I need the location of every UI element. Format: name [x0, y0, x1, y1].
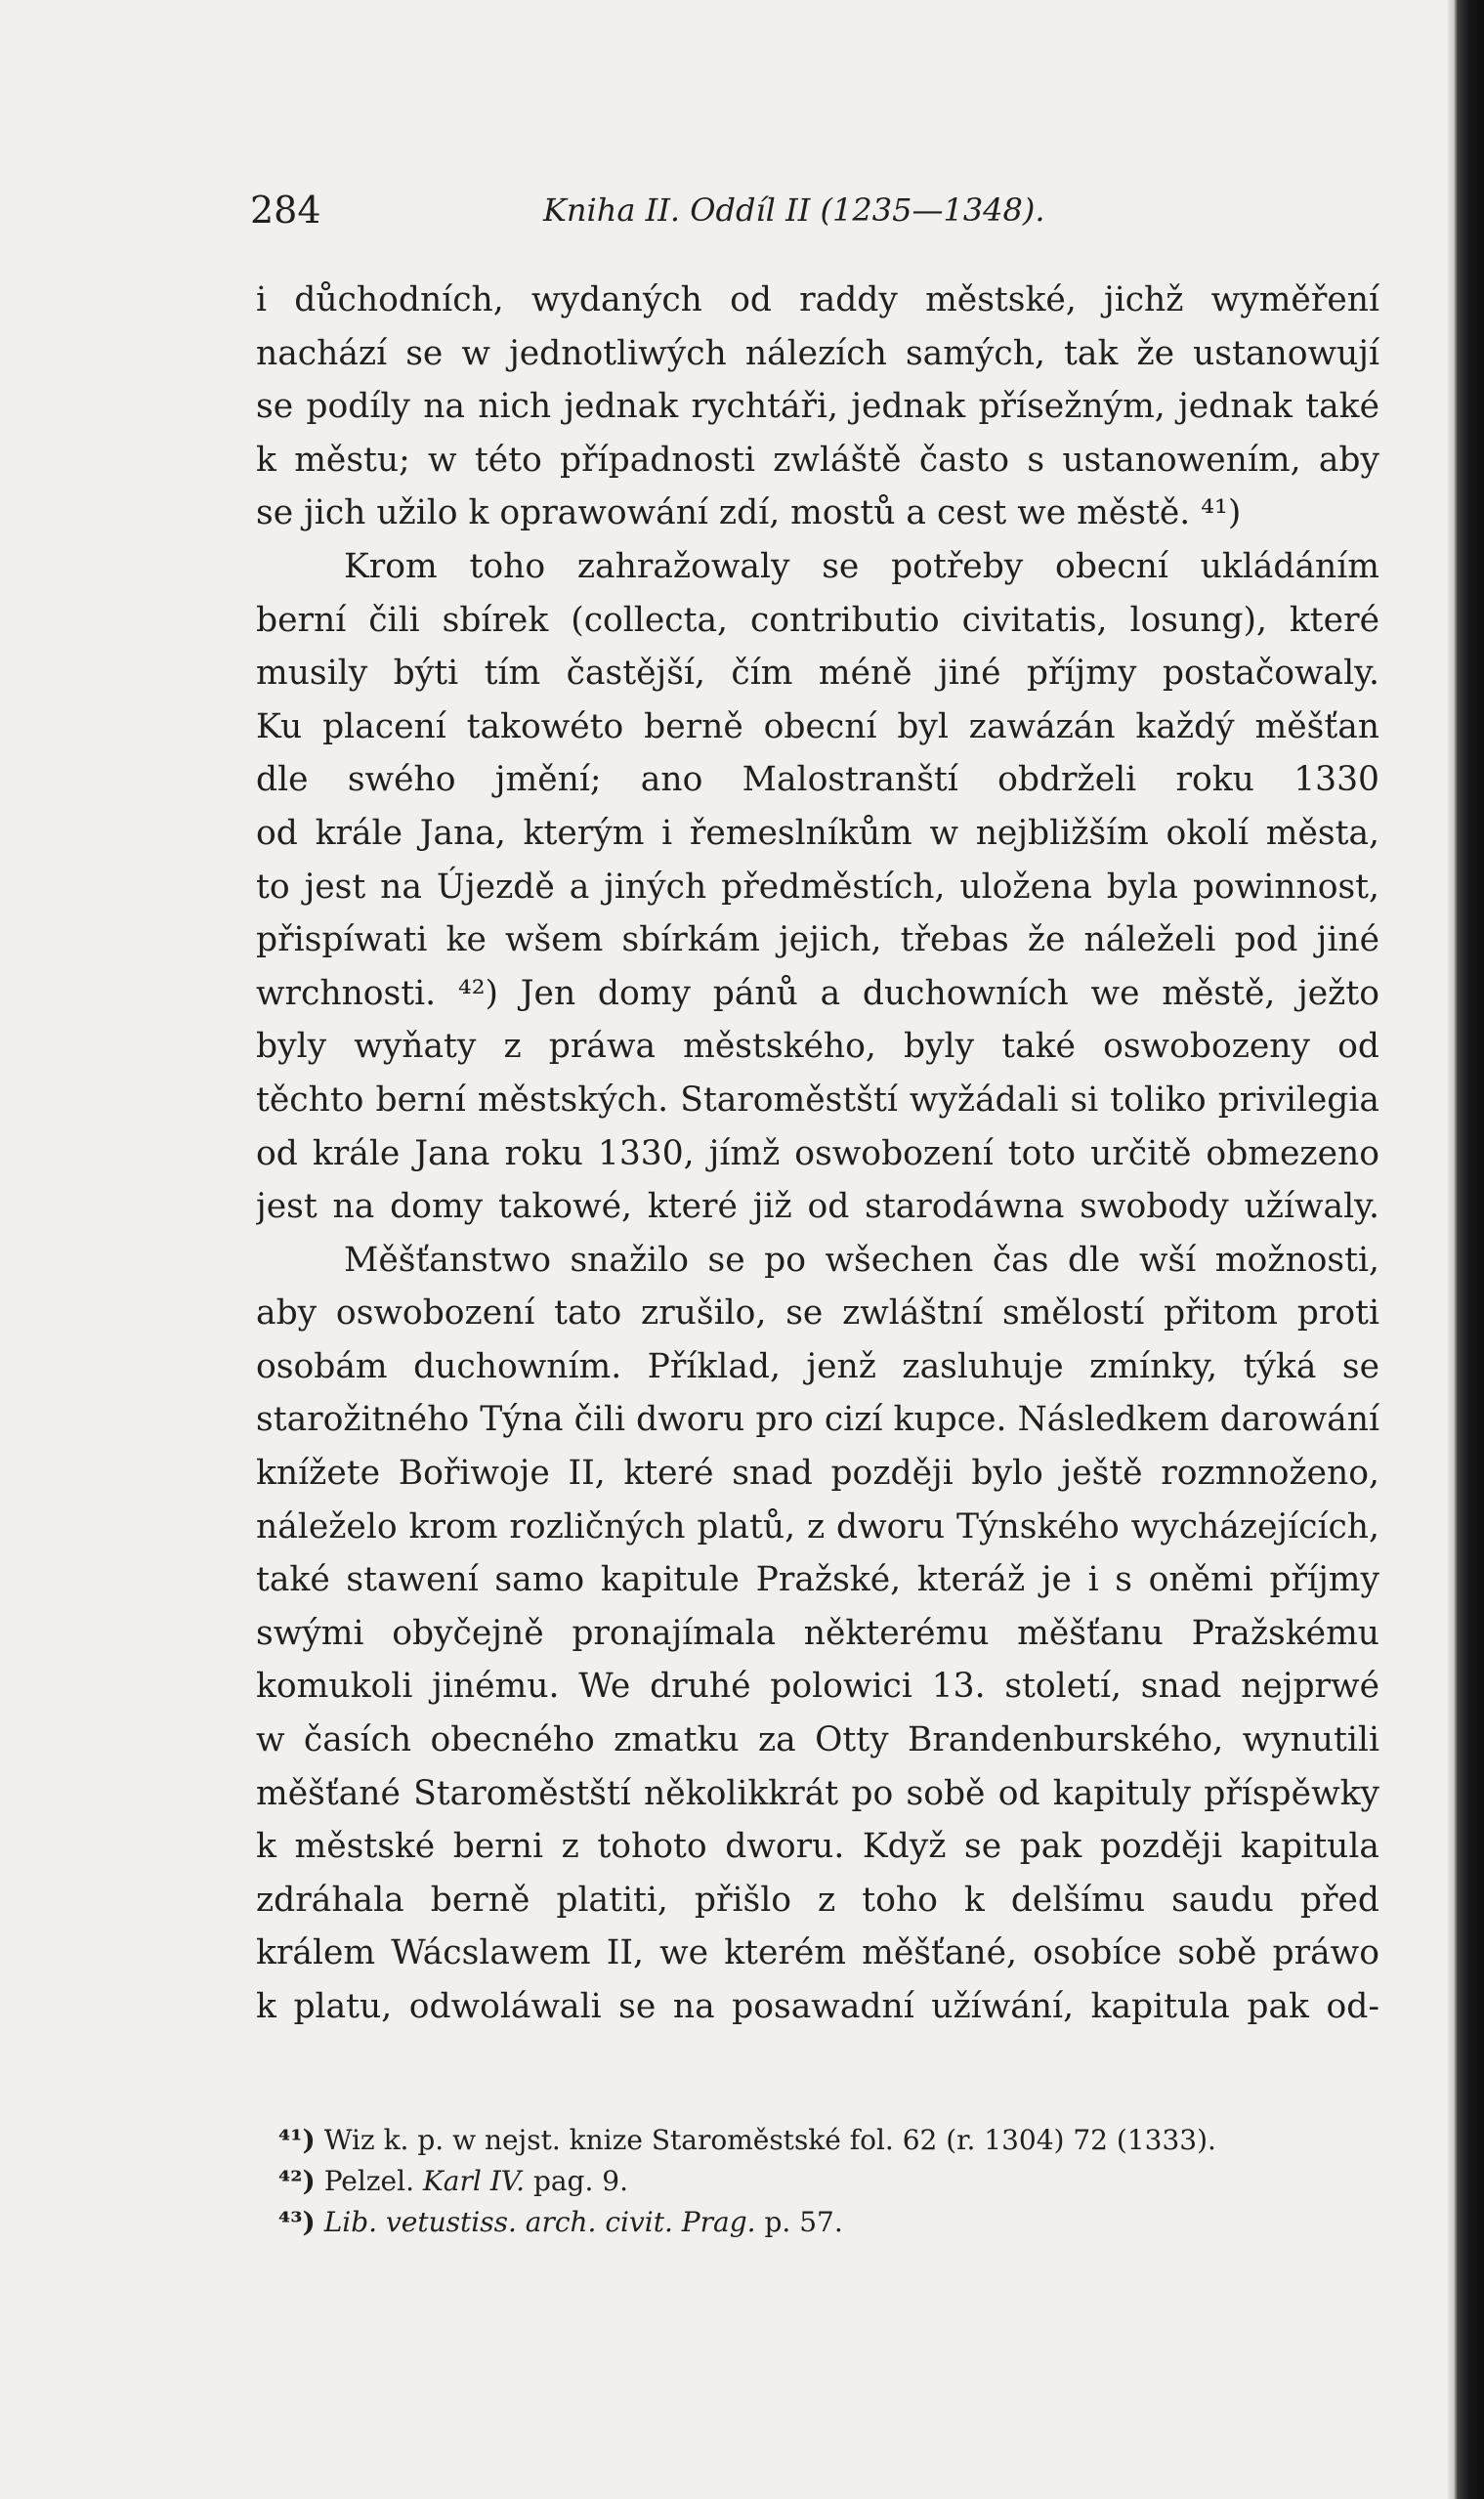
text-line-content: k městu; w této případnosti zwláště často s ustanowením, aby [256, 440, 1379, 480]
text-line [256, 487, 1379, 540]
text-line [256, 434, 1379, 487]
footnote-text: Wiz k. p. w nejst. knize Staroměstské fol. 62 (r. 1304) 72 (1333). [323, 2124, 1216, 2156]
text-line-content: w časích obecného zmatku za Otty Brandenburského, wynutili [256, 1720, 1379, 1760]
scan-edge [1448, 0, 1484, 2499]
text-line [256, 1234, 1379, 1288]
text-line-content: musily býti tím častější, čím méně jiné příjmy postačowaly. [256, 654, 1379, 694]
footnote-mark: ⁴³) [278, 2206, 316, 2238]
text-line [256, 913, 1379, 967]
text-line-content: komukoli jinému. We druhé polowici 13. století, snad nejprwé [256, 1667, 1379, 1707]
text-line-content: králem Wácslawem II, we kterém měšťané, osobíce sobě práwo [256, 1933, 1379, 1973]
text-line-content: osobám duchowním. Příklad, jenž zasluhuje zmínky, týká se [256, 1346, 1379, 1386]
text-line-content: přispíwati ke wšem sbírkám jejich, třebas že náleželi pod jiné [256, 920, 1379, 960]
footnote-42 [278, 2161, 1353, 2202]
text-line-content: od krále Jana, kterým i řemeslníkům w nejbližším okolí města, [256, 813, 1379, 853]
text-line-content: swými obyčejně pronajímala některému měšťanu Pražskému [256, 1613, 1379, 1653]
text-line-content: i důchodních, wydaných od raddy městské, jichž wyměření [256, 280, 1379, 319]
text-line-content: náleželo krom rozličných platů, z dworu Týnského wycházejících, [256, 1506, 1379, 1546]
running-head: Kniha II. Oddíl II (1235—1348). [543, 191, 1045, 229]
text-line [256, 274, 1379, 327]
text-line-content: nachází se w jednotliwých nálezích samých, tak že ustanowují [256, 333, 1379, 373]
text-line [256, 540, 1379, 594]
text-line [256, 1501, 1379, 1554]
text-line [256, 380, 1379, 434]
text-line [256, 1874, 1379, 1927]
text-line [256, 1767, 1379, 1821]
footnotes [278, 2120, 1353, 2243]
text-line [256, 1927, 1379, 1980]
text-line [256, 861, 1379, 914]
footnote-text: Pelzel. [323, 2165, 414, 2197]
footnote-41 [278, 2120, 1353, 2161]
text-line [256, 327, 1379, 381]
footnote-43 [278, 2202, 1353, 2243]
text-line-content: Ku placení takowéto berně obecní byl zawázán každý měšťan [256, 706, 1379, 746]
text-line [256, 1553, 1379, 1607]
page-number: 284 [250, 189, 321, 232]
text-line-content: aby oswobození tato zrušilo, se zwláštní smělostí přitom proti [256, 1293, 1379, 1334]
footnote-text-end: pag. 9. [532, 2165, 628, 2197]
text-line [256, 1393, 1379, 1447]
text-line-content: těchto berní městských. Staroměstští wyžádali si toliko privilegia [256, 1080, 1379, 1120]
text-line-content: k platu, odwoláwali se na posawadní užíwání, kapitula pak od- [256, 1987, 1379, 2026]
text-line-content: jest na domy takowé, které již od starodáwna swobody užíwaly. [256, 1187, 1379, 1227]
text-line-content: se jich užilo k oprawowání zdí, mostů a cest we městě. ⁴¹) [256, 493, 1242, 533]
text-line [256, 594, 1379, 648]
text-line [256, 1074, 1379, 1127]
text-line [256, 1127, 1379, 1181]
footnote-text-end: p. 57. [764, 2206, 843, 2238]
text-line [256, 1287, 1379, 1340]
footnote-title: Karl IV. [422, 2165, 526, 2197]
text-line-content: se podíly na nich jednak rychtáři, jednak přísežným, jednak také [256, 387, 1379, 427]
text-line-content: od krále Jana roku 1330, jímž oswobození toto určitě obmezeno [256, 1133, 1379, 1173]
text-line [256, 1020, 1379, 1074]
text-line [256, 1660, 1379, 1714]
text-line [256, 1820, 1379, 1874]
text-line [256, 1180, 1379, 1234]
text-line [256, 1980, 1379, 2034]
footnote-title: Lib. vetustiss. arch. civit. Prag. [323, 2206, 756, 2238]
text-line [256, 753, 1379, 807]
text-line-content: wrchnosti. ⁴²) Jen domy pánů a duchowních we městě, ježto [256, 973, 1379, 1013]
text-line [256, 1607, 1379, 1661]
body-text [256, 274, 1379, 2034]
text-line [256, 807, 1379, 861]
text-line [256, 647, 1379, 700]
text-line-content: Měšťanstwo snažilo se po wšechen čas dle wší možnosti, [344, 1240, 1379, 1280]
footnote-mark: ⁴²) [278, 2165, 316, 2197]
footnote-mark: ⁴¹) [278, 2124, 316, 2156]
text-line [256, 1714, 1379, 1767]
text-line-content: zdráhala berně platiti, přišlo z toho k delšímu saudu před [256, 1880, 1379, 1920]
text-line [256, 967, 1379, 1021]
text-line-content: knížete Bořiwoje II, které snad později bylo ještě rozmnoženo, [256, 1454, 1379, 1494]
text-line-content: berní čili sbírek (collecta, contributio civitatis, losung), které [256, 600, 1379, 640]
text-line [256, 1340, 1379, 1394]
text-line-content: dle swého jmění; ano Malostranští obdrželi roku 1330 [256, 760, 1379, 800]
text-line-content: k městské berni z tohoto dworu. Když se pak později kapitula [256, 1827, 1379, 1867]
text-line-content: starožitného Týna čili dworu pro cizí kupce. Následkem darowání [256, 1400, 1379, 1440]
text-line [256, 700, 1379, 754]
page-header [250, 186, 1081, 234]
text-line [256, 1447, 1379, 1501]
text-line-content: také stawení samo kapitule Pražské, kteráž je i s oněmi příjmy [256, 1560, 1379, 1600]
text-line-content: měšťané Staroměstští několikkrát po sobě od kapituly příspěwky [256, 1773, 1379, 1813]
text-line-content: Krom toho zahražowaly se potřeby obecní ukládáním [344, 546, 1379, 586]
text-line-content: byly wyňaty z práwa městského, byly také oswobozeny od [256, 1027, 1379, 1067]
text-line-content: to jest na Újezdě a jiných předměstích, uložena byla powinnost, [256, 867, 1379, 907]
